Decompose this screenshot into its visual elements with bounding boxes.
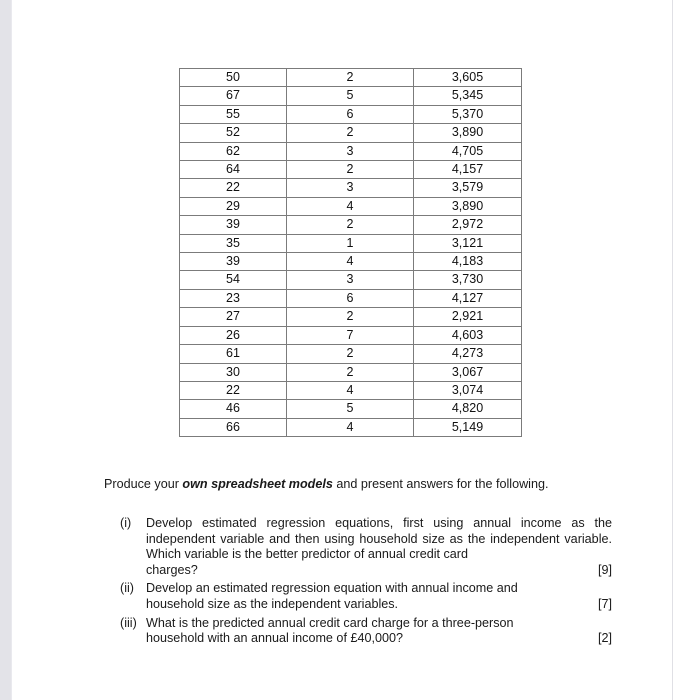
table-cell: 3,074	[414, 381, 522, 399]
table-cell: 27	[180, 308, 287, 326]
table-cell: 6	[287, 105, 414, 123]
table-row	[180, 308, 522, 326]
question-list	[120, 516, 612, 650]
table-cell: 67	[180, 87, 287, 105]
question-marks: [2]	[597, 631, 612, 646]
table-row	[180, 87, 522, 105]
table-row	[180, 418, 522, 436]
question-text: Develop estimated regression equations, first using annual income as the independent variable and then using household size as the independent variable. Which variable is the better predictor of annual credit card	[146, 516, 612, 562]
table-cell: 64	[180, 161, 287, 179]
table-cell: 4,273	[414, 345, 522, 363]
table-cell: 3	[287, 179, 414, 197]
question-label: (i)	[120, 516, 132, 530]
table-cell: 4	[287, 381, 414, 399]
question-text-tail: household size as the independent variables.	[146, 596, 399, 611]
table-cell: 4,157	[414, 161, 522, 179]
table-cell: 52	[180, 124, 287, 142]
table-cell: 2	[287, 161, 414, 179]
table-cell: 5	[287, 87, 414, 105]
table-row	[180, 234, 522, 252]
question-text: Develop an estimated regression equation with annual income and	[146, 581, 518, 596]
instruction-emphasis: own spreadsheet models	[182, 477, 333, 491]
table-cell: 66	[180, 418, 287, 436]
table-row	[180, 179, 522, 197]
credit-card-data-table	[179, 68, 522, 437]
table-row	[180, 216, 522, 234]
table-cell: 3,890	[414, 197, 522, 215]
table-cell: 4,127	[414, 289, 522, 307]
table-row	[180, 289, 522, 307]
table-row	[180, 197, 522, 215]
table-cell: 3,067	[414, 363, 522, 381]
table-cell: 54	[180, 271, 287, 289]
table-cell: 2	[287, 363, 414, 381]
table-cell: 4,820	[414, 400, 522, 418]
table-cell: 4,705	[414, 142, 522, 160]
question-body	[146, 616, 612, 647]
table-cell: 46	[180, 400, 287, 418]
table-cell: 3,121	[414, 234, 522, 252]
table-cell: 6	[287, 289, 414, 307]
table-row	[180, 326, 522, 344]
table-row	[180, 161, 522, 179]
question-body	[146, 581, 612, 612]
table-cell: 39	[180, 253, 287, 271]
table-cell: 2	[287, 308, 414, 326]
table-row	[180, 345, 522, 363]
page-gutter-left	[0, 0, 12, 700]
table-cell: 39	[180, 216, 287, 234]
data-table-container	[179, 68, 518, 437]
table-cell: 29	[180, 197, 287, 215]
table-row	[180, 142, 522, 160]
table-cell: 4	[287, 253, 414, 271]
document-page	[12, 0, 672, 700]
table-cell: 26	[180, 326, 287, 344]
question-text: What is the predicted annual credit card charge for a three-person	[146, 615, 514, 630]
table-row	[180, 69, 522, 87]
table-cell: 7	[287, 326, 414, 344]
question-body	[146, 516, 612, 578]
table-cell: 61	[180, 345, 287, 363]
instruction-suffix: and present answers for the following.	[332, 477, 549, 491]
table-cell: 5,370	[414, 105, 522, 123]
table-cell: 4,603	[414, 326, 522, 344]
table-row	[180, 271, 522, 289]
table-cell: 50	[180, 69, 287, 87]
table-cell: 3,579	[414, 179, 522, 197]
table-cell: 5,345	[414, 87, 522, 105]
table-cell: 2,972	[414, 216, 522, 234]
question-text-tail: charges?	[146, 562, 198, 577]
table-cell: 22	[180, 179, 287, 197]
table-cell: 3	[287, 142, 414, 160]
table-row	[180, 105, 522, 123]
table-cell: 62	[180, 142, 287, 160]
table-cell: 2	[287, 124, 414, 142]
table-cell: 23	[180, 289, 287, 307]
table-cell: 2	[287, 69, 414, 87]
table-cell: 3,890	[414, 124, 522, 142]
table-cell: 2	[287, 345, 414, 363]
table-cell: 35	[180, 234, 287, 252]
table-cell: 30	[180, 363, 287, 381]
question-item	[120, 581, 612, 612]
table-cell: 3,730	[414, 271, 522, 289]
table-cell: 4	[287, 197, 414, 215]
question-text-tail: household with an annual income of £40,000?	[146, 631, 403, 646]
table-cell: 4,183	[414, 253, 522, 271]
table-row	[180, 124, 522, 142]
question-item	[120, 516, 612, 578]
table-cell: 2,921	[414, 308, 522, 326]
page-gutter-right	[672, 0, 681, 700]
table-row	[180, 400, 522, 418]
table-cell: 3	[287, 271, 414, 289]
table-cell: 22	[180, 381, 287, 399]
table-cell: 5	[287, 400, 414, 418]
table-row	[180, 253, 522, 271]
table-cell: 3,605	[414, 69, 522, 87]
question-item	[120, 616, 612, 647]
question-label: (ii)	[120, 581, 134, 596]
question-label: (iii)	[120, 615, 137, 630]
question-marks: [7]	[597, 596, 612, 611]
table-cell: 1	[287, 234, 414, 252]
table-cell: 4	[287, 418, 414, 436]
instruction-prefix: Produce your	[104, 477, 183, 491]
question-marks: [9]	[597, 562, 612, 577]
table-cell: 2	[287, 216, 414, 234]
instruction-line	[104, 477, 624, 492]
table-row	[180, 381, 522, 399]
table-cell: 5,149	[414, 418, 522, 436]
table-cell: 55	[180, 105, 287, 123]
table-row	[180, 363, 522, 381]
